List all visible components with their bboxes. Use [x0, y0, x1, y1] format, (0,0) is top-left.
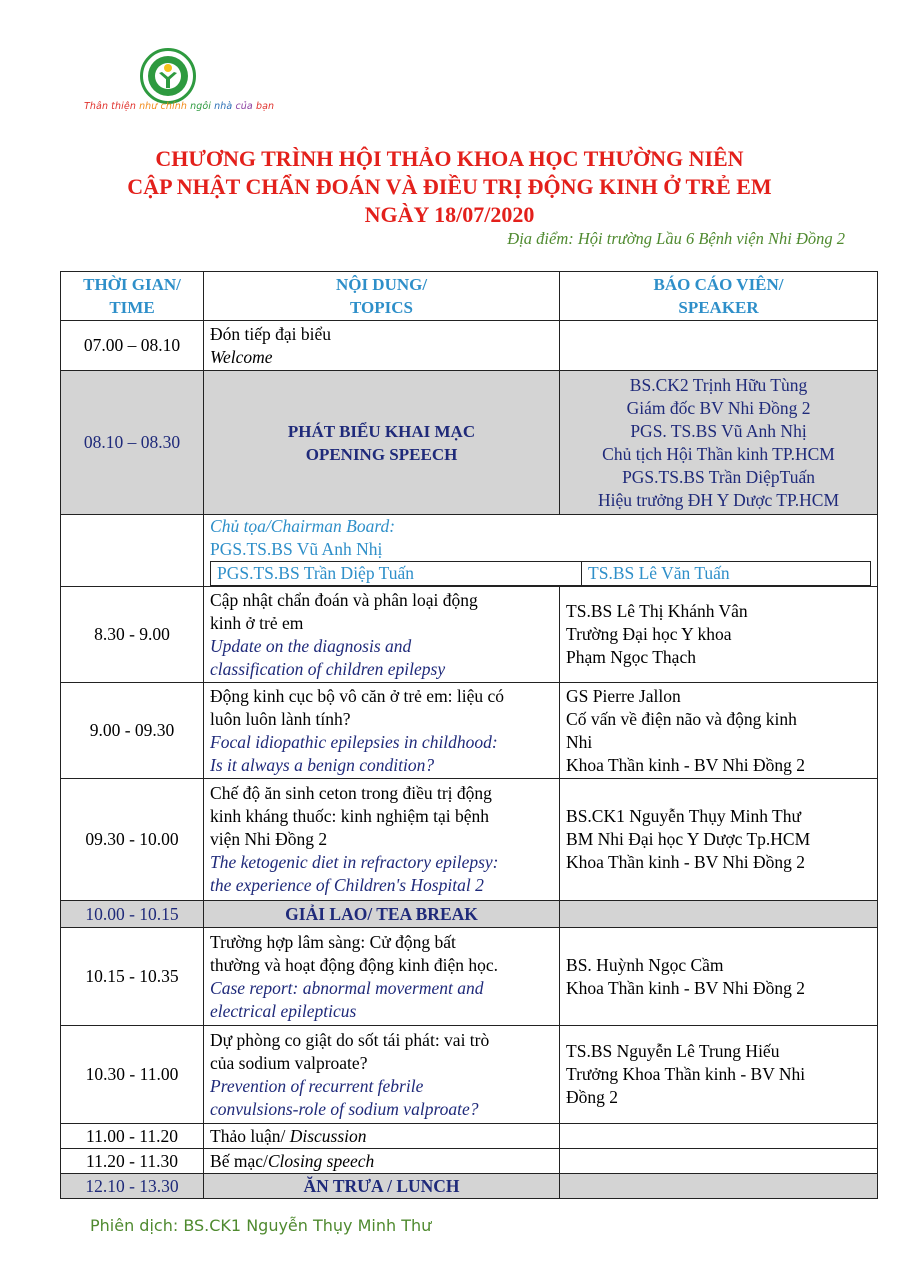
table-header-row [61, 272, 878, 321]
table-row [61, 321, 878, 371]
table-row [61, 928, 878, 1026]
topic-cell: PHÁT BIỂU KHAI MẠC OPENING SPEECH [204, 371, 560, 515]
topic-cell: Đón tiếp đại biểu Welcome [204, 321, 560, 371]
topic-cell: Dự phòng co giật do sốt tái phát: vai trò của sodium valproate? Prevention of recurrent febrile convulsions-role of sodium valproate? [204, 1026, 560, 1124]
lunch-row [61, 1174, 878, 1199]
header-topics: NỘI DUNG/ TOPICS [204, 272, 560, 321]
chair-name: PGS.TS.BS Trần Diệp Tuấn [211, 562, 582, 586]
time-cell [61, 515, 204, 587]
break-label: GIẢI LAO/ TEA BREAK [204, 901, 560, 928]
table-row [61, 1124, 878, 1149]
speaker-cell: TS.BS Nguyễn Lê Trung Hiếu Trưởng Khoa Thần kinh - BV Nhi Đồng 2 [560, 1026, 878, 1124]
speaker-cell [560, 1124, 878, 1149]
table-row [61, 683, 878, 779]
speaker-cell: GS Pierre Jallon Cố vấn về điện não và động kinh Nhi Khoa Thần kinh - BV Nhi Đồng 2 [560, 683, 878, 779]
chair-cell: Chủ tọa/Chairman Board: PGS.TS.BS Vũ Anh Nhị PGS.TS.BS Trần Diệp Tuấn TS.BS Lê Văn Tuấn [204, 515, 878, 587]
speaker-cell [560, 1174, 878, 1199]
topic-cell: Cập nhật chẩn đoán và phân loại động kinh ở trẻ em Update on the diagnosis and classification of children epilepsy [204, 587, 560, 683]
program-title-line2: CẬP NHẬT CHẨN ĐOÁN VÀ ĐIỀU TRỊ ĐỘNG KINH Ở TRẺ EM [127, 174, 772, 199]
time-cell: 12.10 - 13.30 [61, 1174, 204, 1199]
header-speaker: BÁO CÁO VIÊN/ SPEAKER [560, 272, 878, 321]
table-row [61, 1149, 878, 1174]
time-cell: 08.10 – 08.30 [61, 371, 204, 515]
schedule-table [60, 271, 878, 1199]
topic-cell: Động kinh cục bộ vô căn ở trẻ em: liệu có luôn luôn lành tính? Focal idiopathic epilepsies in childhood: Is it always a benign condition? [204, 683, 560, 779]
venue: Địa điểm: Hội trường Lầu 6 Bệnh viện Nhi Đồng 2 [507, 229, 845, 248]
time-cell: 09.30 - 10.00 [61, 779, 204, 901]
speaker-cell [560, 901, 878, 928]
time-cell: 11.00 - 11.20 [61, 1124, 204, 1149]
speaker-cell: BS.CK1 Nguyễn Thụy Minh Thư BM Nhi Đại học Y Dược Tp.HCM Khoa Thần kinh - BV Nhi Đồng 2 [560, 779, 878, 901]
topic-cell: Chế độ ăn sinh ceton trong điều trị động kinh kháng thuốc: kinh nghiệm tại bệnh viện Nhi Đồng 2 The ketogenic diet in refractory epilepsy: the experience of Children's Hospital 2 [204, 779, 560, 901]
topic-cell: Thảo luận/ Discussion [204, 1124, 560, 1149]
program-title-line1: CHƯƠNG TRÌNH HỘI THẢO KHOA HỌC THƯỜNG NIÊN [155, 146, 744, 171]
table-row [61, 779, 878, 901]
speaker-cell: TS.BS Lê Thị Khánh Vân Trường Đại học Y khoa Phạm Ngọc Thạch [560, 587, 878, 683]
topic-cell: Trường hợp lâm sàng: Cử động bất thường và hoạt động động kinh điện học. Case report: abnormal moverment and electrical epilepticus [204, 928, 560, 1026]
table-row [61, 1026, 878, 1124]
lunch-label: ĂN TRƯA / LUNCH [204, 1174, 560, 1199]
chair-row [61, 515, 878, 587]
time-cell: 10.30 - 11.00 [61, 1026, 204, 1124]
program-date: NGÀY 18/07/2020 [364, 202, 535, 227]
break-row [61, 901, 878, 928]
table-row [61, 587, 878, 683]
time-cell: 10.15 - 10.35 [61, 928, 204, 1026]
speaker-cell [560, 321, 878, 371]
speaker-cell: BS.CK2 Trịnh Hữu Tùng Giám đốc BV Nhi Đồng 2 PGS. TS.BS Vũ Anh Nhị Chủ tịch Hội Thần kinh TP.HCM PGS.TS.BS Trần DiệpTuấn Hiệu trưởng ĐH Y Dược TP.HCM [560, 371, 878, 515]
logo-slogan: Thân thiện như chính ngôi nhà của bạn [84, 101, 275, 112]
hospital-logo [84, 44, 284, 114]
interpreter-note: Phiên dịch: BS.CK1 Nguyễn Thụy Minh Thư [90, 1216, 432, 1235]
time-cell: 11.20 - 11.30 [61, 1149, 204, 1174]
speaker-cell [560, 1149, 878, 1174]
time-cell: 07.00 – 08.10 [61, 321, 204, 371]
table-row [61, 371, 878, 515]
speaker-cell: BS. Huỳnh Ngọc Cầm Khoa Thần kinh - BV Nhi Đồng 2 [560, 928, 878, 1026]
logo-emblem-icon [140, 48, 196, 104]
topic-cell: Bế mạc/Closing speech [204, 1149, 560, 1174]
time-cell: 8.30 - 9.00 [61, 587, 204, 683]
header-time: THỜI GIAN/ TIME [61, 272, 204, 321]
chair-name: TS.BS Lê Văn Tuấn [582, 562, 871, 586]
time-cell: 9.00 - 09.30 [61, 683, 204, 779]
time-cell: 10.00 - 10.15 [61, 901, 204, 928]
